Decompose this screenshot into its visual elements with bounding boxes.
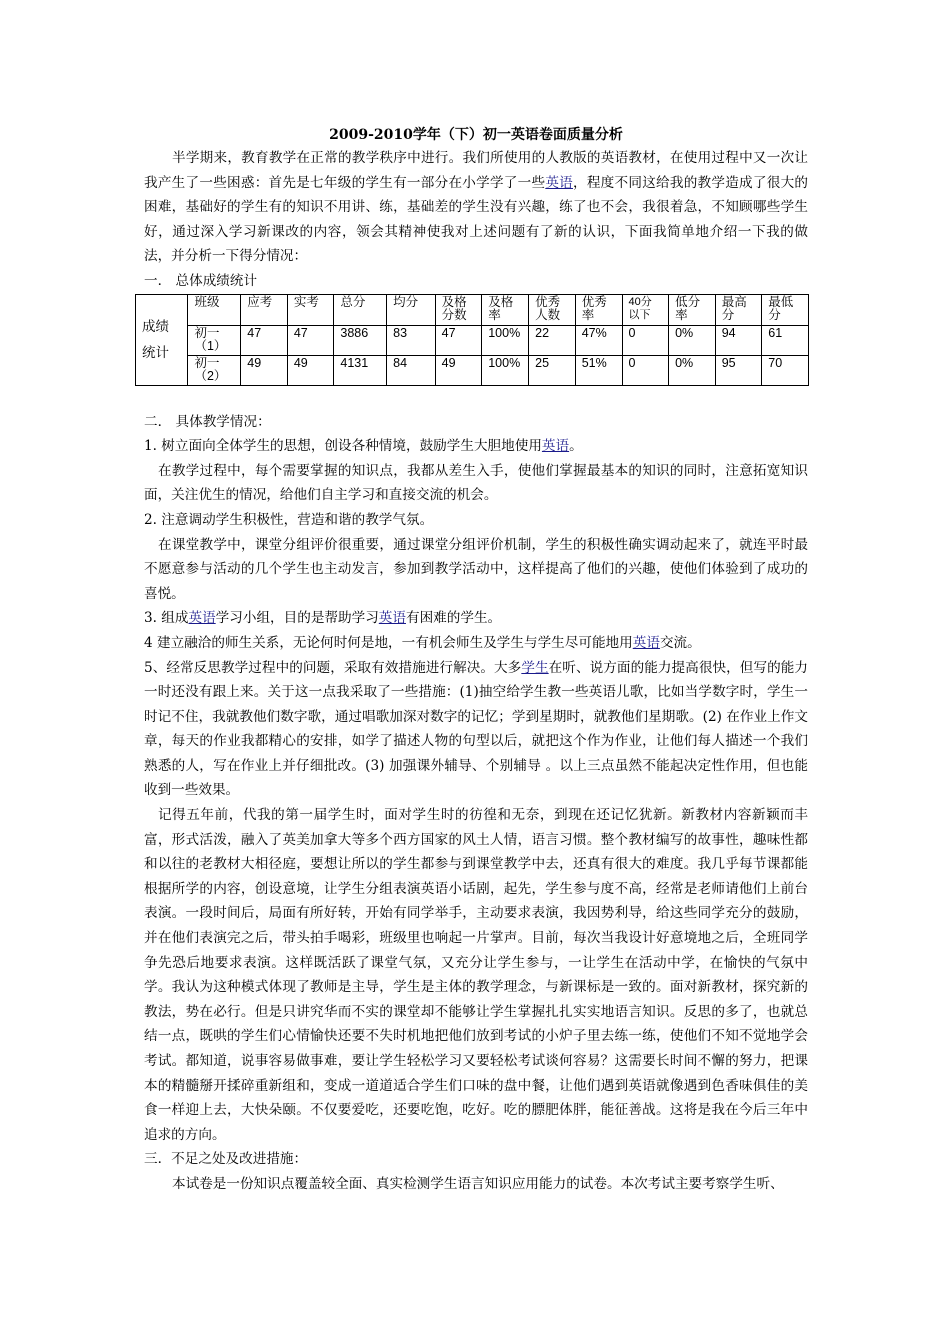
table-cell: 49 [435,355,482,385]
header-cell: 应考 [241,294,288,325]
paragraph-2: 在课堂教学中，课堂分组评价很重要，通过课堂分组评价机制，学生的积极性确实调动起来了，就连平时最不愿意参与活动的几个学生也主动发言，参加到教学活动中，这样提高了他们的兴趣，使他们体验到了成功的喜悦。 [144,536,808,602]
table-cell: 0 [622,325,669,355]
item-4-text: 4 建立融洽的师生关系，无论何时何是地，一有机会师生及学生与学生尽可能地用 [144,634,633,651]
link-english-2[interactable]: 英语 [541,438,570,455]
table-cell: 83 [387,325,436,355]
table-cell: 初一（2） [188,355,241,385]
header-cell: 及格分数 [435,294,482,325]
document-title: 2009-2010学年（下）初一英语卷面质量分析 [329,127,623,143]
header-cell: 优秀人数 [529,294,576,325]
header-cell: 总分 [334,294,387,325]
item-3-suffix: 有困难的学生。 [405,610,502,627]
item-3-middle: 学习小组，目的是帮助学习 [215,610,379,627]
table-header-row [136,294,809,325]
table-cell: 49 [287,355,334,385]
item-1-suffix: 。 [569,438,583,455]
header-cell: 最高分 [715,294,762,325]
item-5 [144,656,808,804]
item-5-text: 5、经常反思教学过程中的问题，采取有效措施进行解决。大多 [144,659,522,676]
header-cell: 班级 [188,294,241,325]
header-cell: 40分以下 [622,294,669,325]
table-cell: 4131 [334,355,387,385]
header-cell: 优秀率 [575,294,622,325]
item-5-suffix: 在听、说方面的能力提高很快，但写的能力一时还没有跟上来。关于这一点我采取了一些措施：(1)抽空给学生教一些英语儿歌，比如当学数字时，学生一时记不住，我就教他们数字歌，通过唱歌加深对数字的记忆；学到星期时，就教他们星期歌。(2) 在作业上作文章，每天的作业我都精心的安排，如学了描述人物的句型以后，就把这个作为作业，让他们每人描述一个我们熟悉的人，写在作业上并仔细批改。(3) 加强课外辅导、个别辅导 。以上三点虽然不能起决定性作用，但也能收到一些效果。 [144,659,809,799]
link-english-1[interactable]: 英语 [545,174,573,191]
link-english-3[interactable]: 英语 [188,610,216,627]
section-3-heading: 三．不足之处及改进措施： [144,1151,308,1168]
item-1 [144,434,808,459]
header-cell: 最低分 [762,294,809,325]
table-cell: 70 [762,355,809,385]
spacer [144,386,808,410]
item-1-text: 1. 树立面向全体学生的思想，创设各种情境，鼓励学生大胆地使用 [144,438,542,455]
link-student[interactable]: 学生 [521,659,549,676]
table-cell: 100% [482,355,529,385]
row-label-cell [136,294,188,385]
header-cell: 及格率 [482,294,529,325]
row-label-line-2: 统计 [142,344,169,361]
intro-text-2: ，程度不同这给我的教学造成了很大的困难，基础好的学生有的知识不用讲、练，基础差的学生没有兴趣，练了也不会，我很着急，不知顾哪些学生好，通过深入学习新课改的内容，领会其精神使我对上述问题有了新的认识，下面我简单地介绍一下我的做法，并分析一下得分情况： [144,174,809,265]
table-cell: 61 [762,325,809,355]
section-1-heading: 一． 总体成绩统计 [144,272,258,289]
header-cell: 实考 [287,294,334,325]
item-4 [144,631,808,656]
table-cell: 94 [715,325,762,355]
table-cell: 3886 [334,325,387,355]
paragraph-1: 在教学过程中，每个需要掌握的知识点，我都从差生入手，使他们掌握最基本的知识的同时，注意拓宽知识面，关注优生的情况，给他们自主学习和直接交流的机会。 [144,462,808,504]
score-stats-table [135,294,809,386]
table-cell: 0% [669,325,716,355]
intro-text-1: 半学期来，教育教学在正常的教学秩序中进行。我们所使用的人教版的英语教材，在使用过程中又一次让我产生了一些困惑：首先是七年级的学生有一部分在小学学了一些 [144,150,808,191]
table-cell: 0 [622,355,669,385]
link-english-5[interactable]: 英语 [632,634,660,651]
paragraph-4: 本试卷是一份知识点覆盖较全面、真实检测学生语言知识应用能力的试卷。本次考试主要考察学生听、 [172,1175,784,1192]
table-cell: 49 [241,355,288,385]
table-row [136,355,809,385]
header-cell: 均分 [387,294,436,325]
table-cell: 51% [575,355,622,385]
table-cell: 47 [241,325,288,355]
table-cell: 0% [669,355,716,385]
table-row [136,325,809,355]
table-cell: 22 [529,325,576,355]
paragraph-3: 记得五年前，代我的第一届学生时，面对学生时的彷徨和无奈，到现在还记忆犹新。新教材内容新颖而丰富，形式活泼，融入了英美加拿大等多个西方国家的风土人情，语言习惯。整个教材编写的故事性，趣味性都和以往的老教材大相径庭，要想让所以的学生都参与到课堂教学中去，还真有很大的难度。我几乎每节课都能根据所学的内容，创设意境，让学生分组表演英语小话剧，起先，学生参与度不高，经常是老师请他们上前台表演。一段时间后，局面有所好转，开始有同学举手，主动要求表演，我因势利导，给这些同学充分的鼓励，并在他们表演完之后，带头拍手喝彩，班级里也响起一片掌声。目前，每次当我设计好意境地之后，全班同学争先恐后地要求表演。这样既活跃了课堂气氛，又充分让学生参与，一让学生在活动中学，在愉快的气氛中学。我认为这种模式体现了教师是主导，学生是主体的教学理念，与新课标是一致的。面对新教材，探究新的教法，势在必行。但是只讲究华而不实的课堂却不能够让学生掌握扎扎实实地语言知识。反思的多了，也就总结一点，既哄的学生们心情愉快还要不失时机地把他们放到考试的小炉子里去练一练，使他们不知不觉地学会考试。都知道，说事容易做事难，要让学生轻松学习又要轻松考试谈何容易？这需要长时间不懈的努力，把课本的精髓掰开揉碎重新组和，变成一道道适合学生们口味的盘中餐，让他们遇到英语就像遇到色香味俱佳的美食一样迎上去，大快朵颐。不仅要爱吃，还要吃饱，吃好。吃的膘肥体胖，能征善战。这将是我在今后三年中追求的方向。 [144,807,808,1143]
item-3 [144,606,808,631]
table-cell: 95 [715,355,762,385]
section-2-heading: 二． 具体教学情况： [144,413,271,430]
intro-paragraph [144,146,808,269]
table-cell: 47 [435,325,482,355]
table-cell: 47% [575,325,622,355]
item-3-text: 3. 组成 [144,610,189,627]
table-cell: 25 [529,355,576,385]
document-page [144,126,808,1197]
table-cell: 84 [387,355,436,385]
header-cell: 低分率 [669,294,716,325]
table-cell: 初一（1） [188,325,241,355]
table-cell: 47 [287,325,334,355]
row-label-line-1: 成绩 [142,318,169,335]
item-4-suffix: 交流。 [659,634,701,651]
link-english-4[interactable]: 英语 [378,610,406,627]
item-2: 2. 注意调动学生积极性，营造和谐的教学气氛。 [144,511,434,528]
table-cell: 100% [482,325,529,355]
